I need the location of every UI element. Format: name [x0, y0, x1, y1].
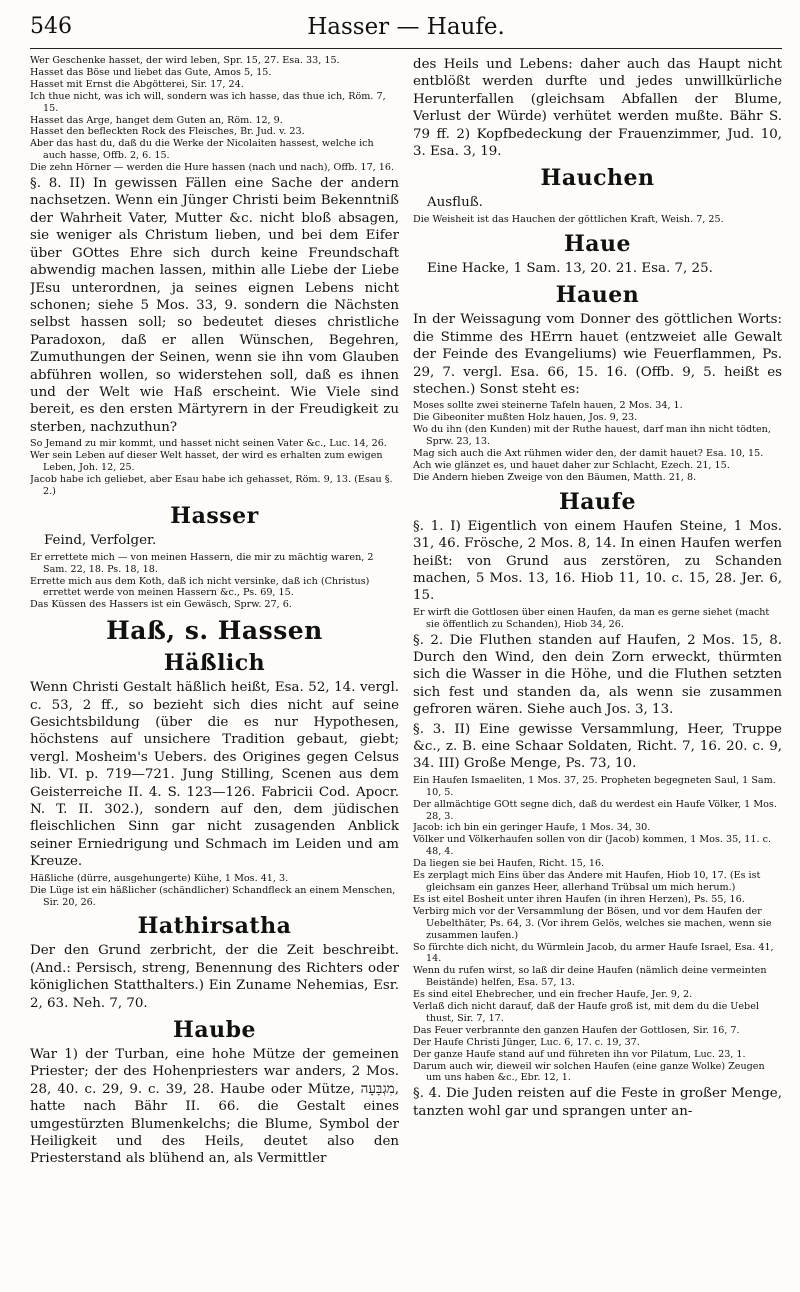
entry-heading-haube: Haube	[173, 1017, 256, 1044]
haufe-section-2: §. 2. Die Fluthen standen auf Haufen, 2 Mos. 15, 8. Durch den Wind, den dein Zorn erweckt, thürmten sich die Wasser in die Höhe, und die Fluthen setzten sich fest und standen da, als wenn sie zusammen gefroren wären. Siehe auch Jos. 3, 13.	[413, 632, 782, 718]
haesslich-paragraph: Wenn Christi Gestalt häßlich heißt, Esa. 52, 14. vergl. c. 53, 2 ff., so bezieht sich dies nicht auf seine Gesichtsbildung (über die es nur Hypothesen, höchstens auf unsichere Tradition gebaut, giebt; vergl. Mosheim's Uebers. des Origines gegen Celsus lib. VI. p. 719—721. Jung Stilling, Scenen aus dem Geisterreiche II. 4. S. 123—126. Fabricii Cod. Apocr. N. T. II. 302.), sondern auf den, dem jüdischen fleischlichen Sinn gar nicht zusagenden Anblick seiner Erniedrigung und Schmach im Leiden und am Kreuze.	[30, 680, 399, 870]
citation-line: Jacob habe ich geliebet, aber Esau habe ich gehasset, Röm. 9, 13. (Esau §. 2.)	[30, 473, 393, 497]
citation-line: Hasset das Böse und liebet das Gute, Amos 5, 15.	[30, 66, 272, 78]
citation-line: Wer sein Leben auf dieser Welt hasset, der wird es erhalten zum ewigen Leben, Joh. 12, 25.	[30, 450, 383, 473]
right-column	[413, 55, 782, 1170]
hathirsatha-paragraph: Der den Grund zerbricht, der die Zeit beschreibt. (And.: Persisch, streng, Benennung des Richters oder königlichen Statthalters.) Ein Zuname Nehemias, Esr. 2, 63. Neh. 7, 70.	[30, 943, 399, 1011]
citation-line: Die Gibeoniter mußten Holz hauen, Jos. 9, 23.	[413, 412, 638, 424]
citation-line: Ach wie glänzet es, und hauet daher zur Schlacht, Ezech. 21, 15.	[413, 459, 730, 471]
citation-line: Der Haufe Christi Jünger, Luc. 6, 17. c. 19, 37.	[413, 1036, 640, 1048]
citation-line: Die Andern hieben Zweige von den Bäumen, Matth. 21, 8.	[413, 471, 697, 483]
entry-heading-hauchen: Hauchen	[540, 165, 655, 192]
haue-definition: Eine Hacke, 1 Sam. 13, 20. 21. Esa. 7, 25.	[427, 261, 713, 277]
haufe-section-1: §. 1. I) Eigentlich von einem Haufen Steine, 1 Mos. 31, 46. Frösche, 2 Mos. 8, 14. In einen Haufen werfen heißt: von Grund aus zerstören, zu Schanden machen, 5 Mos. 13, 16. Hiob 11, 10. c. 15, 28. Jer. 6, 15.	[413, 518, 782, 604]
citation-line: Darum auch wir, dieweil wir solchen Haufen (eine ganze Wolke) Zeugen um uns haben &c., Ebr. 12, 1.	[413, 1060, 765, 1084]
citation-line: Der allmächtige GOtt segne dich, daß du werdest ein Haufe Völker, 1 Mos. 28, 3.	[413, 798, 777, 822]
citation-line: Völker und Völkerhaufen sollen von dir (Jacob) kommen, 1 Mos. 35, 11. c. 48, 4.	[413, 834, 772, 858]
citation-line: Er wirft die Gottlosen über einen Haufen, da man es gerne siehet (macht sie öffentlich zu Schanden), Hiob 34, 26.	[413, 606, 770, 630]
left-column	[30, 55, 399, 1170]
entry-heading-hauen: Hauen	[555, 282, 640, 309]
citation-line: Mag sich auch die Axt rühmen wider den, der damit hauet? Esa. 10, 15.	[413, 448, 764, 459]
citation-line: Häßliche (dürre, ausgehungerte) Kühe, 1 Mos. 41, 3.	[30, 872, 289, 884]
entry-heading-hathirsatha: Hathirsatha	[137, 913, 292, 940]
citations-s8	[30, 438, 399, 498]
entry-heading-haue: Haue	[563, 231, 632, 258]
citation-line: So Jemand zu mir kommt, und hasset nicht seinen Vater &c., Luc. 14, 26.	[30, 438, 387, 450]
citation-line: Da liegen sie bei Haufen, Richt. 15, 16.	[413, 858, 605, 870]
running-head	[30, 8, 782, 49]
haufe-section-3-citations	[413, 775, 782, 1085]
citation-line: Das Feuer verbrannte den ganzen Haufen der Gottlosen, Sir. 16, 7.	[413, 1024, 740, 1036]
haube-paragraph: War 1) der Turban, eine hohe Mütze der gemeinen Priester; der des Hohenpriesters war anders, 2 Mos. 28, 40. c. 29, 9. c. 39, 28. Haube oder Mütze, מִגְבָּעָה, hatte nach Bähr II. 66. die Gestalt eines umgestürzten Blumenkelchs; die Blume, Symbol der Heiligkeit und des Heils, deutet also den Priesterstand als blühend an, als Vermittler	[30, 1047, 399, 1167]
citation-line: Ein Haufen Ismaeliten, 1 Mos. 37, 25. Propheten begegneten Saul, 1 Sam. 10, 5.	[413, 774, 776, 798]
hauen-citations	[413, 400, 782, 483]
citation-line: Wenn du rufen wirst, so laß dir deine Haufen (nämlich deine vermeinten Beistände) helfen, Esa. 57, 13.	[413, 965, 767, 989]
entry-heading-haesslich: Häßlich	[163, 650, 266, 677]
page-number: 546	[30, 14, 72, 39]
citation-line: Wer Geschenke hasset, der wird leben, Spr. 15, 27. Esa. 33, 15.	[30, 55, 340, 66]
citation-line: Hasset den befleckten Rock des Fleisches, Br. Jud. v. 23.	[30, 126, 305, 138]
citation-line: Die Weisheit ist das Hauchen der göttlichen Kraft, Weish. 7, 25.	[413, 214, 724, 226]
hauchen-definition: Ausfluß.	[427, 195, 483, 211]
paragraph-s8: §. 8. II) In gewissen Fällen eine Sache der andern nachsetzen. Wenn ein Jünger Christi beim Bekenntniß der Wahrheit Vater, Mutter &c. nicht bloß absagen, sie weniger als Christum lieben, und bei dem Eifer über GOttes Ehre sich durch keine Freundschaft abwendig machen lassen, mithin alle Liebe der Liebe JEsu unterordnen, ja seines eignen Lebens nicht schonen; siehe 5 Mos. 33, 9. sondern die Nächsten selbst hassen soll; so bedeutet dieses christliche Paradoxon, daß er allen Wünschen, Begehren, Zumuthungen der Seinen, wenn sie ihn vom Glauben abführen wollen, so widerstehen soll, daß es ihnen und der Welt wie Haß erscheint. Wie Viele sind bereit, es den ersten Märtyrern in der Freudigkeit zu sterben, nachzuthun?	[30, 176, 399, 435]
citation-line: Die zehn Hörner — werden die Hure hassen (nach und nach), Offb. 17, 16.	[30, 162, 395, 174]
citation-line: Aber das hast du, daß du die Werke der Nicolaiten hassest, welche ich auch hasse, Offb. 2, 6. 15.	[30, 138, 374, 162]
citation-line: Es sind eitel Ehebrecher, und ein frecher Haufe, Jer. 9, 2.	[413, 989, 693, 1001]
citation-line: Jacob: ich bin ein geringer Haufe, 1 Mos. 34, 30.	[413, 822, 651, 834]
haesslich-citations	[30, 873, 399, 909]
entry-heading-hass: Haß, s. Hassen	[106, 616, 323, 646]
citation-line: Ich thue nicht, was ich will, sondern was ich hasse, das thue ich, Röm. 7, 15.	[30, 90, 386, 114]
two-column-body	[30, 55, 782, 1170]
citation-line: Die Lüge ist ein häßlicher (schändlicher) Schandfleck an einem Menschen, Sir. 20, 26.	[30, 884, 396, 908]
hasser-definition: Feind, Verfolger.	[44, 532, 157, 548]
haufe-section-4: §. 4. Die Juden reisten auf die Feste in großer Menge, tanzten wohl gar und sprangen unter an-	[413, 1086, 782, 1119]
citation-line: Moses sollte zwei steinerne Tafeln hauen, 2 Mos. 34, 1.	[413, 400, 683, 412]
citation-line: Wo du ihn (den Kunden) mit der Ruthe hauest, darf man ihn nicht tödten, Sprw. 23, 13.	[413, 424, 771, 448]
citations-top	[30, 55, 399, 174]
citation-line: Es zerplagt mich Eins über das Andere mit Haufen, Hiob 10, 17. (Es ist gleichsam ein ganzes Heer, allerhand Trübsal um mich herum.)	[413, 870, 761, 893]
citation-line: Hasset das Arge, hanget dem Guten an, Röm. 12, 9.	[30, 114, 283, 126]
entry-heading-hasser: Hasser	[170, 502, 259, 529]
citation-line: Errette mich aus dem Koth, daß ich nicht versinke, daß ich (Christus) errettet werde von meinen Hassern &c., Ps. 69, 15.	[30, 575, 370, 599]
citation-line: Er errettete mich — von meinen Hassern, die mir zu mächtig waren, 2 Sam. 22, 18. Ps. 18, 18.	[30, 551, 374, 575]
citation-line: Verbirg mich vor der Versammlung der Bösen, und vor dem Haufen der Uebelthäter, Ps. 64, 3. (Vor ihrem Gelös, welches sie machen, wenn sie zusammen laufen.)	[413, 905, 772, 941]
citation-line: Hasset mit Ernst die Abgötterei, Sir. 17, 24.	[30, 78, 244, 90]
haube-continuation: des Heils und Lebens: daher auch das Haupt nicht entblößt werden durfte und jedes unwillkürliche Herunterfallen (gleichsam Abfallen der Blume, Verlust der Würde) verhütet werden mußte. Bähr S. 79 ff. 2) Kopfbedeckung der Frauenzimmer, Jud. 10, 3. Esa. 3, 19.	[413, 57, 782, 160]
citation-line: Der ganze Haufe stand auf und führeten ihn vor Pilatum, Luc. 23, 1.	[413, 1048, 746, 1060]
haufe-section-1-citations	[413, 607, 782, 631]
citation-line: Verlaß dich nicht darauf, daß der Haufe groß ist, mit dem du die Uebel thust, Sir. 7, 17.	[413, 1001, 759, 1024]
citation-line: So fürchte dich nicht, du Würmlein Jacob, du armer Haufe Israel, Esa. 41, 14.	[413, 941, 774, 965]
running-title: Hasser — Haufe.	[307, 14, 505, 40]
hasser-citations	[30, 552, 399, 612]
citation-line: Das Küssen des Hassers ist ein Gewäsch, Sprw. 27, 6.	[30, 599, 292, 611]
haufe-section-3: §. 3. II) Eine gewisse Versammlung, Heer, Truppe &c., z. B. eine Schaar Soldaten, Richt. 7, 16. 20. c. 9, 34. III) Große Menge, Ps. 73, 10.	[413, 721, 782, 772]
hauchen-citations	[413, 214, 782, 226]
hauen-paragraph: In der Weissagung vom Donner des göttlichen Worts: die Stimme des HErrn hauet (entzweiet alle Gewalt der Feinde des Evangeliums) wie Feuerflammen, Ps. 29, 7. vergl. Esa. 66, 15. 16. (Offb. 9, 5. heißt es stechen.) Sonst steht es:	[413, 312, 782, 397]
citation-line: Es ist eitel Bosheit unter ihren Haufen (in ihren Herzen), Ps. 55, 16.	[413, 893, 745, 905]
entry-heading-haufe: Haufe	[559, 488, 636, 515]
